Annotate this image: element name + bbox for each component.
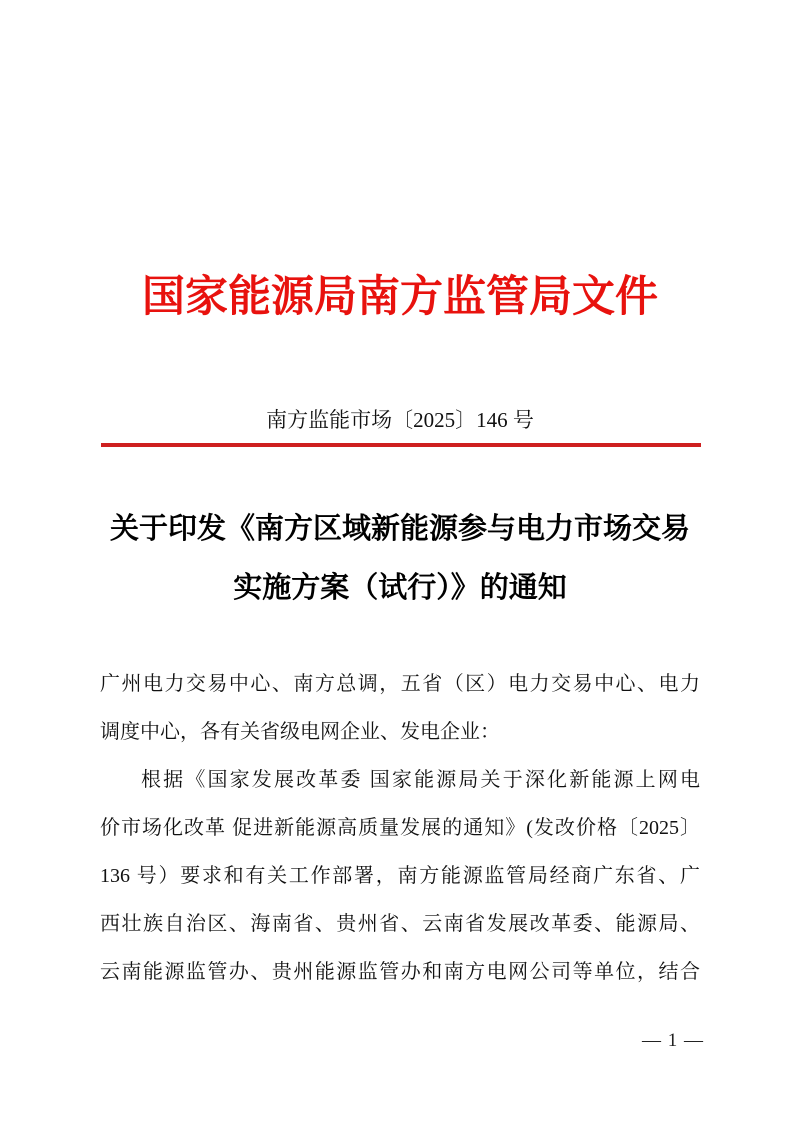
body-line-paragraph-1: 根据《国家发展改革委 国家能源局关于深化新能源上网电	[141, 769, 700, 791]
document-body	[100, 660, 700, 996]
body-line-paragraph-2: 价市场化改革 促进新能源高质量发展的通知》(发改价格〔2025〕	[100, 817, 700, 839]
red-divider-line	[101, 443, 701, 447]
body-line-recipients-2: 调度中心，各有关省级电网企业、发电企业：	[100, 721, 500, 743]
document-title-line-2: 实施方案（试行）》的通知	[233, 572, 567, 604]
page-number: — 1 —	[642, 1030, 704, 1051]
document-title-line-1: 关于印发《南方区域新能源参与电力市场交易	[109, 513, 690, 545]
document-title	[100, 500, 700, 618]
document-number: 南方监能市场〔2025〕146 号	[266, 408, 534, 432]
body-line-paragraph-4: 西壮族自治区、海南省、贵州省、云南省发展改革委、能源局、	[100, 913, 700, 935]
body-line-recipients-1: 广州电力交易中心、南方总调，五省（区）电力交易中心、电力	[100, 673, 700, 695]
body-line-paragraph-5: 云南能源监管办、贵州能源监管办和南方电网公司等单位，结合	[100, 961, 700, 983]
body-line-paragraph-3: 136 号）要求和有关工作部署，南方能源监管局经商广东省、广	[100, 865, 700, 887]
agency-header-title: 国家能源局南方监管局文件	[142, 274, 658, 321]
